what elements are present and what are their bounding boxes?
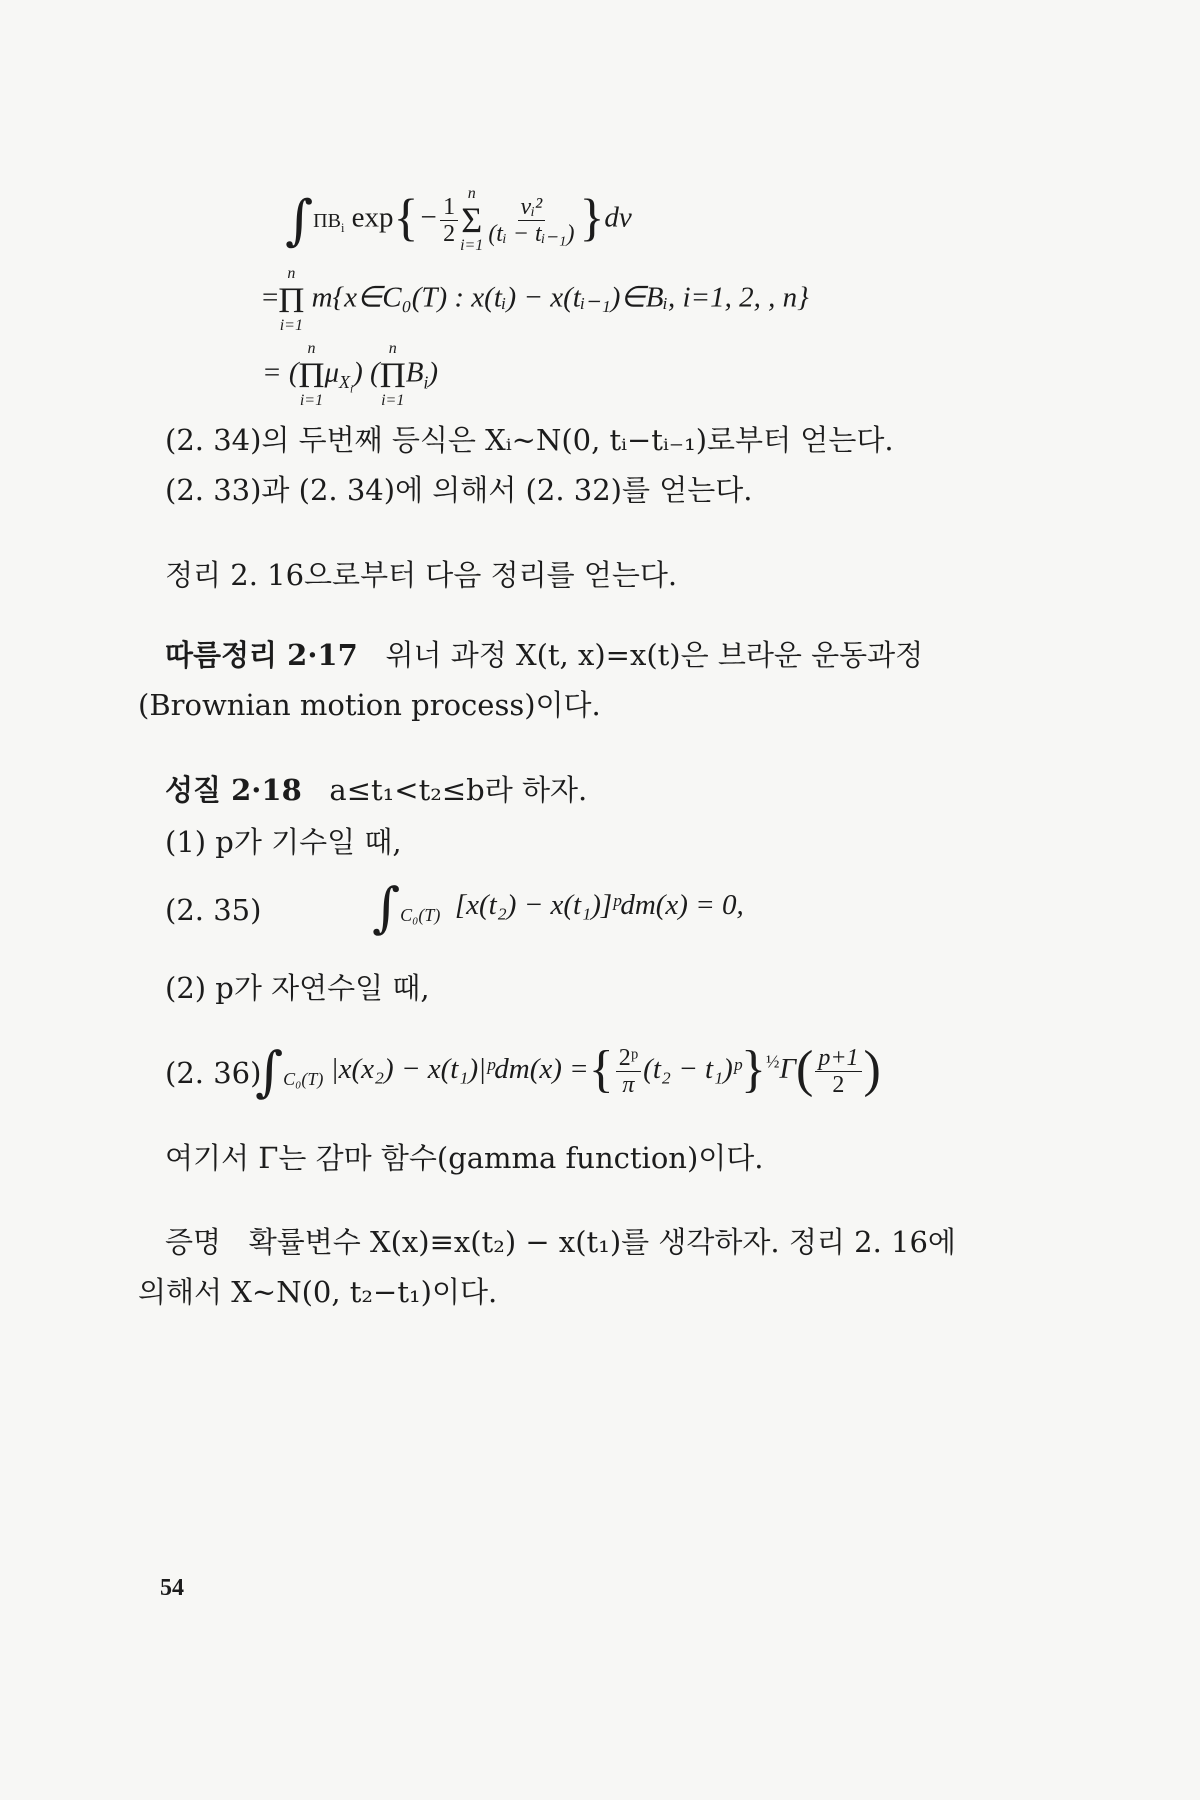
corollary-label: 따름정리 2·17: [165, 638, 358, 672]
corollary-2-17-cont: (Brownian motion process)이다.: [138, 688, 601, 722]
equation-2-36: [165, 1053, 261, 1093]
paragraph-2-33: (2. 33)과 (2. 34)에 의해서 (2. 32)를 얻는다.: [165, 473, 753, 507]
product-operator: n Π i=1: [278, 265, 305, 334]
property-2-18: [165, 770, 587, 810]
eq-line-2: = n Π i=1 m{x∈C₀(T) : x(tᵢ) − x(tᵢ₋₁)∈Bᵢ, i=1, 2, , n}: [262, 265, 809, 334]
integral-sign: ∫: [255, 1040, 284, 1104]
fraction-v: $\frac{\text{vᵢ²}}{\text{(tᵢ − tᵢ₋₁)}}$: [488, 193, 575, 247]
proof-label: 증명: [165, 1225, 222, 1259]
property-text: a≤t₁<t₂≤b라 하자.: [329, 773, 588, 807]
proof-text: 확률변수 X(x)≡x(t₂) − x(t₁)를 생각하자. 정리 2. 16에: [248, 1225, 956, 1259]
eq-line-3: = ( n Π i=1 $\mu_{X_i}$) ( n Π i=1 $B_i$): [262, 340, 439, 409]
proof: [165, 1222, 956, 1262]
paragraph-theorem-2-16: 정리 2. 16으로부터 다음 정리를 얻는다.: [165, 558, 678, 592]
equation-2-35-body: $\int_{C_0(T)}$ [x(t₂) − x(t₁)]ᵖdm(x) = 0,: [372, 876, 744, 939]
case-1: (1) p가 기수일 때,: [165, 825, 402, 859]
page-number: 54: [160, 1575, 184, 1601]
equation-2-36-body: $\int_{C_0(T)}$ |x(x₂) − x(t₁)|ᵖdm(x) ={ $\frac{\text{2ᵖ}}{\pi}$ (t₂ − t₁)ᵖ}$^{\frac{1}{2}}$Γ( $\frac{p+1}{2}$ ): [255, 1040, 881, 1104]
case-2: (2) p가 자연수일 때,: [165, 971, 430, 1005]
integral-sign: ∫: [372, 876, 401, 939]
corollary-text: 위너 과정 X(t, x)=x(t)은 브라운 운동과정: [385, 638, 924, 672]
sum-operator: n Σ i=1: [460, 185, 484, 254]
equation-2-35: [165, 890, 261, 930]
eq-2-35-label: (2. 35): [165, 893, 262, 927]
proof-cont: 의해서 X~N(0, t₂−t₁)이다.: [138, 1275, 498, 1309]
corollary-2-17: [165, 635, 923, 675]
property-label: 성질 2·18: [165, 773, 302, 807]
eq-line-1: $\int\Pi B_i$ exp{− $\frac{1}{2}$ n Σ i=1 $\frac{\text{vᵢ²}}{\text{(tᵢ − tᵢ₋₁)}}$ }dv: [285, 185, 632, 254]
eq-2-36-label: (2. 36): [165, 1056, 262, 1090]
gamma-note: 여기서 Γ는 감마 함수(gamma function)이다.: [165, 1141, 764, 1175]
fraction-half: $\frac{1}{2}$: [440, 194, 458, 247]
paragraph-2-34: (2. 34)의 두번째 등식은 Xᵢ~N(0, tᵢ−tᵢ₋₁)로부터 얻는다.: [165, 423, 894, 457]
integral-sign: ∫: [285, 188, 314, 252]
